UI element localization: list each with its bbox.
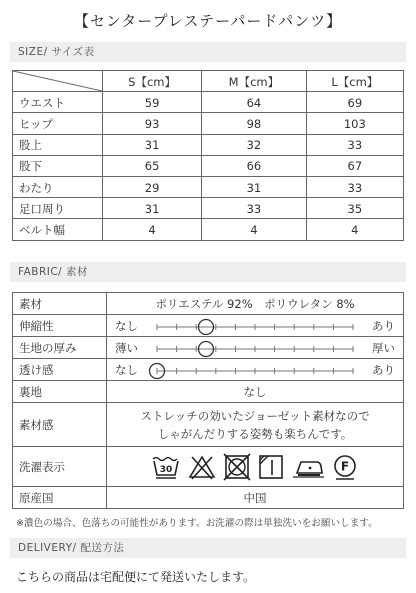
size-row-label: 股下	[13, 155, 103, 176]
thickness-scale-cell	[107, 337, 404, 359]
size-row-rise	[13, 134, 404, 155]
size-row-inseam	[13, 155, 404, 176]
care-icons	[113, 453, 397, 481]
color-care-note: ※濃色の場合、色落ちの可能性があります。お洗濯の際は単独洗いをお願いします。	[16, 518, 378, 529]
size-table	[12, 70, 404, 241]
size-cell: 59	[103, 92, 202, 113]
sheerness-scale	[107, 360, 403, 380]
fabric-row-lining	[13, 381, 404, 403]
size-cell: 32	[202, 134, 306, 155]
scale-right-label: 厚い	[372, 340, 395, 355]
delivery-text: こちらの商品は宅配便にて発送いたします。	[16, 570, 256, 584]
size-cell: 103	[306, 113, 403, 134]
scale-left-label: なし	[115, 318, 138, 333]
size-cell: 67	[306, 155, 403, 176]
scale-track	[107, 360, 403, 380]
size-section-header: SIZE/ サイズ表	[10, 42, 406, 62]
dry-clean-letter: F	[340, 459, 350, 473]
fabric-row-label: 洗濯表示	[13, 447, 107, 487]
size-table-corner	[13, 71, 103, 92]
wash-30-gentle-icon	[151, 453, 181, 481]
fabric-row-origin	[13, 487, 404, 509]
fabric-row-thickness	[13, 337, 404, 359]
size-row-hip	[13, 113, 404, 134]
scale-right-label: あり	[372, 318, 395, 333]
size-cell: 31	[202, 176, 306, 197]
size-cell: 65	[103, 155, 202, 176]
fabric-row-label: 原産国	[13, 487, 107, 509]
size-cell: 31	[103, 134, 202, 155]
size-col-m: M【cm】	[202, 71, 306, 92]
size-cell: 33	[306, 134, 403, 155]
size-col-s: S【cm】	[103, 71, 202, 92]
thickness-scale	[107, 338, 403, 358]
material-value: ポリエステル 92% ポリウレタン 8%	[107, 293, 404, 315]
fabric-row-label: 伸縮性	[13, 315, 107, 337]
texture-line-1: ストレッチの効いたジョーゼット素材なので	[140, 408, 370, 423]
fabric-row-label: 素材感	[13, 403, 107, 447]
size-cell: 31	[103, 198, 202, 219]
size-cell: 64	[202, 92, 306, 113]
fabric-row-stretch	[13, 315, 404, 337]
scale-left-label: 薄い	[115, 340, 138, 355]
no-bleach-icon	[187, 453, 217, 481]
size-cell: 98	[202, 113, 306, 134]
scale-track	[107, 316, 403, 336]
scale-track	[107, 338, 403, 358]
size-row-label: ウエスト	[13, 92, 103, 113]
lining-value: なし	[107, 381, 404, 403]
size-cell: 69	[306, 92, 403, 113]
stretch-scale-cell	[107, 315, 404, 337]
size-cell: 4	[306, 219, 403, 240]
fabric-row-texture	[13, 403, 404, 447]
texture-description	[107, 403, 404, 447]
delivery-section-header: DELIVERY/ 配送方法	[10, 538, 406, 558]
size-row-label: 足口周り	[13, 198, 103, 219]
size-cell: 4	[103, 219, 202, 240]
fabric-row-care	[13, 447, 404, 487]
size-cell: 35	[306, 198, 403, 219]
size-table-header-row	[13, 71, 404, 92]
fabric-table	[12, 292, 404, 509]
size-row-label: ベルト幅	[13, 219, 103, 240]
size-row-thigh	[13, 176, 404, 197]
size-col-l: L【cm】	[306, 71, 403, 92]
care-icons-cell	[107, 447, 404, 487]
corner-diagonal-line	[13, 71, 103, 92]
size-cell: 4	[202, 219, 306, 240]
page-title: 【センタープレステーパードパンツ】	[73, 12, 343, 30]
size-cell: 33	[202, 198, 306, 219]
scale-right-label: あり	[372, 362, 395, 377]
sheerness-scale-cell	[107, 359, 404, 381]
texture-line-2: しゃがんだりする姿勢も楽ちんです。	[157, 426, 353, 441]
stretch-scale	[107, 316, 403, 336]
size-cell: 29	[103, 176, 202, 197]
scale-left-label: なし	[115, 362, 138, 377]
fabric-row-label: 生地の厚み	[13, 337, 107, 359]
no-tumble-dry-icon	[223, 453, 251, 481]
wash-temp: 30	[159, 464, 173, 475]
dry-clean-f-icon	[331, 453, 359, 481]
size-row-label: 股上	[13, 134, 103, 155]
fabric-row-material	[13, 293, 404, 315]
fabric-row-sheerness	[13, 359, 404, 381]
fabric-row-label: 素材	[13, 293, 107, 315]
size-row-label: ヒップ	[13, 113, 103, 134]
line-dry-shade-icon	[257, 453, 285, 481]
size-row-label: わたり	[13, 176, 103, 197]
size-cell: 33	[306, 176, 403, 197]
fabric-row-label: 透け感	[13, 359, 107, 381]
fabric-row-label: 裏地	[13, 381, 107, 403]
fabric-section-header: FABRIC/ 素材	[10, 262, 406, 282]
size-row-hem	[13, 198, 404, 219]
size-cell: 93	[103, 113, 202, 134]
origin-value: 中国	[107, 487, 404, 509]
size-row-waist	[13, 92, 404, 113]
size-cell: 66	[202, 155, 306, 176]
iron-low-cloth-icon	[291, 453, 325, 481]
size-row-belt	[13, 219, 404, 240]
